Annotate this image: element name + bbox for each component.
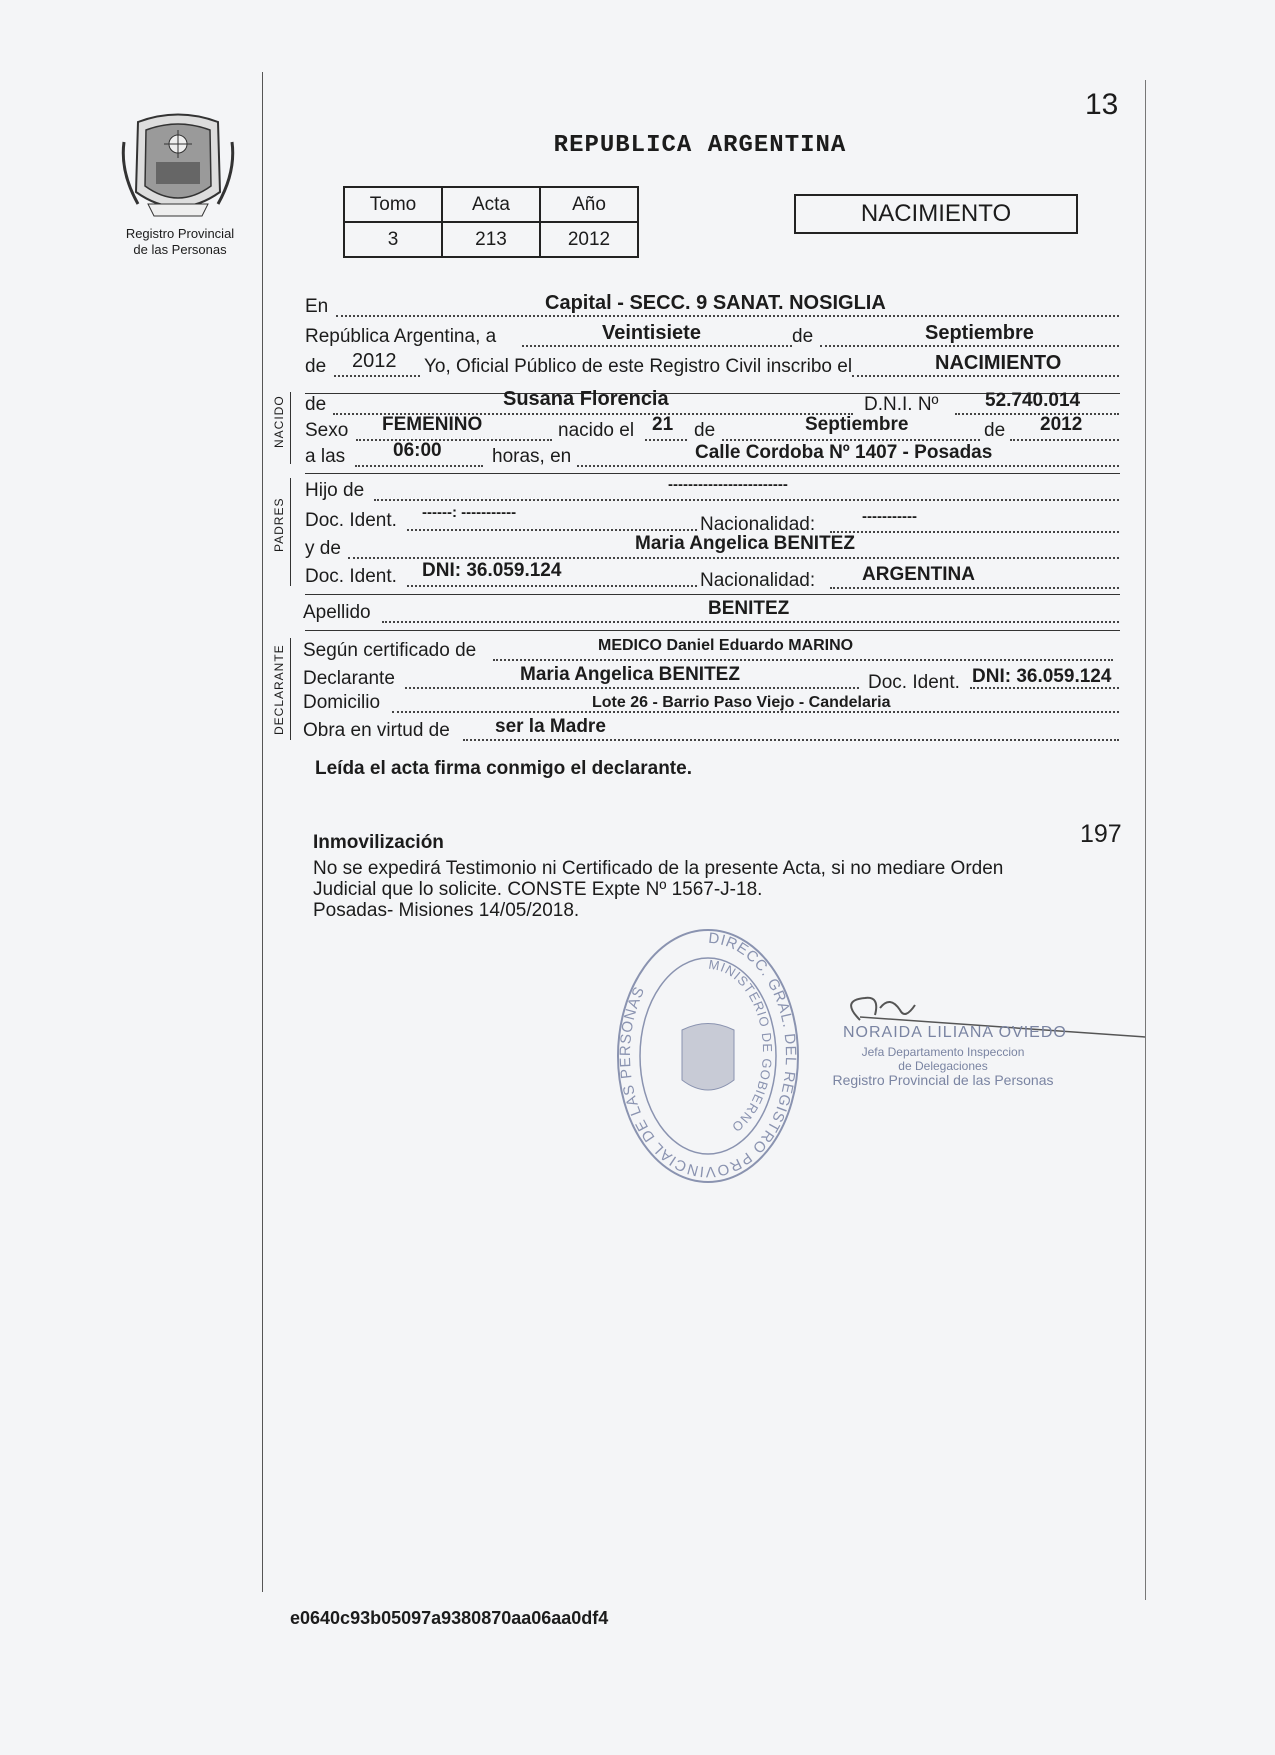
dni-value: 52.740.014 xyxy=(985,390,1081,411)
divider xyxy=(305,594,1120,595)
right-margin-line xyxy=(1145,80,1146,1600)
nacido-section-label: NACIDO xyxy=(272,395,286,448)
acta-header: Acta xyxy=(442,187,540,222)
cert-value: MEDICO Daniel Eduardo MARINO xyxy=(598,637,854,654)
de-label-3: de xyxy=(984,420,1006,441)
doc2-value: DNI: 36.059.124 xyxy=(422,560,562,581)
declarante-value: Maria Angelica BENITEZ xyxy=(520,664,740,685)
sexo-label: Sexo xyxy=(305,420,349,441)
body-line: Judicial que lo solicite. CONSTE Expte Nº 1567-J-18. xyxy=(313,879,763,900)
caption-line: de las Personas xyxy=(133,242,227,257)
de-label: de xyxy=(305,394,327,415)
record-type-box: NACIMIENTO xyxy=(794,194,1078,234)
dotted-line xyxy=(463,739,1119,741)
obra-value: ser la Madre xyxy=(495,716,606,737)
doc1-label: Doc. Ident. xyxy=(305,510,397,531)
provincia-misiones-seal-icon xyxy=(118,112,238,222)
page-number: 13 xyxy=(1085,88,1119,121)
role-line: Registro Provincial de las Personas xyxy=(832,1072,1054,1088)
doc1-value: ------: ----------- xyxy=(422,504,517,521)
anio-value: 2012 xyxy=(540,222,638,257)
birth-day-value: 21 xyxy=(652,414,674,435)
registry-caption xyxy=(100,226,260,258)
acta-value: 213 xyxy=(442,222,540,257)
dotted-line xyxy=(852,375,1119,377)
dotted-line xyxy=(830,531,1119,533)
hijo-label: Hijo de xyxy=(305,480,365,501)
dotted-line xyxy=(356,439,552,441)
acta-table xyxy=(343,186,639,258)
dotted-line xyxy=(645,439,687,441)
doc-label: Doc. Ident. xyxy=(868,672,960,693)
dotted-line xyxy=(405,687,859,689)
dotted-line xyxy=(374,499,1119,501)
dotted-line xyxy=(722,439,980,441)
dotted-line xyxy=(522,345,792,347)
anio-header: Año xyxy=(540,187,638,222)
closing-statement: Leída el acta firma conmigo el declarante. xyxy=(315,758,692,779)
apellido-label: Apellido xyxy=(303,602,371,623)
birth-year-value: 2012 xyxy=(1040,414,1083,435)
stamp-outer-text: DIRECC. GRAL. DEL REGISTRO PROVINCIAL DE LAS PERSONAS xyxy=(616,929,800,1181)
role-line: Jefa Departamento Inspeccion xyxy=(861,1045,1025,1059)
domicilio-label: Domicilio xyxy=(303,692,381,713)
dotted-line xyxy=(820,345,1119,347)
act-value: NACIMIENTO xyxy=(935,352,1062,374)
sexo-value: FEMENINO xyxy=(382,414,483,435)
dotted-line xyxy=(407,529,697,531)
dotted-line xyxy=(407,585,697,587)
declarante-bracket xyxy=(290,638,291,740)
dotted-line xyxy=(348,557,1119,559)
dotted-line xyxy=(336,315,1119,317)
nac1-label: Nacionalidad: xyxy=(700,514,816,535)
body-line: Posadas- Misiones 14/05/2018. xyxy=(313,900,580,921)
inmovilizacion-title: Inmovilización xyxy=(313,832,444,853)
dotted-line xyxy=(955,413,1119,415)
document-hash: e0640c93b05097a9380870aa06aa0df4 xyxy=(290,1608,609,1628)
nac2-value: ARGENTINA xyxy=(862,564,975,585)
en-label: En xyxy=(305,296,329,317)
inmovilizacion-body xyxy=(313,858,1093,921)
dotted-line xyxy=(577,465,1119,467)
divider xyxy=(305,630,1120,631)
child-name-value: Susana Florencia xyxy=(503,388,669,410)
doc2-label: Doc. Ident. xyxy=(305,566,397,587)
father-value: ------------------------ xyxy=(668,476,788,493)
de2-label: de xyxy=(305,356,327,377)
apellido-value: BENITEZ xyxy=(708,598,790,619)
annotation-number: 197 xyxy=(1080,820,1122,848)
dotted-line xyxy=(334,375,420,377)
registry-stamp-icon xyxy=(612,925,804,1187)
divider xyxy=(305,473,1120,474)
domicilio-value: Lote 26 - Barrio Paso Viejo - Candelaria xyxy=(592,694,891,711)
place-value: Capital - SECC. 9 SANAT. NOSIGLIA xyxy=(545,292,886,314)
yo-text: Yo, Oficial Público de este Registro Civil inscribo el xyxy=(424,356,853,377)
signatory-role xyxy=(828,1045,1058,1087)
cert-label: Según certificado de xyxy=(303,640,477,661)
body-line: No se expedirá Testimonio ni Certificado de la presente Acta, si no mediare Orden xyxy=(313,858,1004,879)
horas-label: horas, en xyxy=(492,446,572,467)
time-value: 06:00 xyxy=(393,440,442,461)
birth-place-value: Calle Cordoba Nº 1407 - Posadas xyxy=(695,442,993,463)
dotted-line xyxy=(830,587,1119,589)
padres-bracket xyxy=(290,478,291,586)
tomo-value: 3 xyxy=(344,222,442,257)
dni-label: D.N.I. Nº xyxy=(864,394,939,415)
nacido-bracket xyxy=(290,392,291,464)
de-label-2: de xyxy=(694,420,716,441)
role-line: de Delegaciones xyxy=(898,1059,988,1073)
nacido-label: nacido el xyxy=(558,420,635,441)
left-margin-line xyxy=(262,72,263,1592)
stamp-inner-text: MINISTERIO DE GOBIERNO xyxy=(707,956,776,1136)
declarante-section-label: DECLARANTE xyxy=(272,644,286,735)
alas-label: a las xyxy=(305,446,346,467)
birth-month-value: Septiembre xyxy=(805,414,909,435)
year-value: 2012 xyxy=(352,350,397,372)
caption-line: Registro Provincial xyxy=(125,226,235,241)
signatory-name: NORAIDA LILIANA OVIEDO xyxy=(843,1024,1067,1041)
obra-label: Obra en virtud de xyxy=(303,720,450,741)
dotted-line xyxy=(382,621,1119,623)
dotted-line xyxy=(355,465,483,467)
nac1-value: ----------- xyxy=(862,508,917,525)
declarante-doc-value: DNI: 36.059.124 xyxy=(972,666,1112,687)
rep-label: República Argentina, a xyxy=(305,326,497,347)
declarante-label: Declarante xyxy=(303,668,395,689)
mother-name-value: Maria Angelica BENITEZ xyxy=(635,533,855,554)
day-value: Veintisiete xyxy=(602,322,701,344)
de-label: de xyxy=(792,326,814,347)
padres-section-label: PADRES xyxy=(272,497,286,552)
month-value: Septiembre xyxy=(925,322,1034,344)
yde-label: y de xyxy=(305,538,341,559)
dotted-line xyxy=(1010,439,1119,441)
tomo-header: Tomo xyxy=(344,187,442,222)
nac2-label: Nacionalidad: xyxy=(700,570,816,591)
document-title: REPUBLICA ARGENTINA xyxy=(553,132,847,159)
dotted-line xyxy=(493,659,1113,661)
